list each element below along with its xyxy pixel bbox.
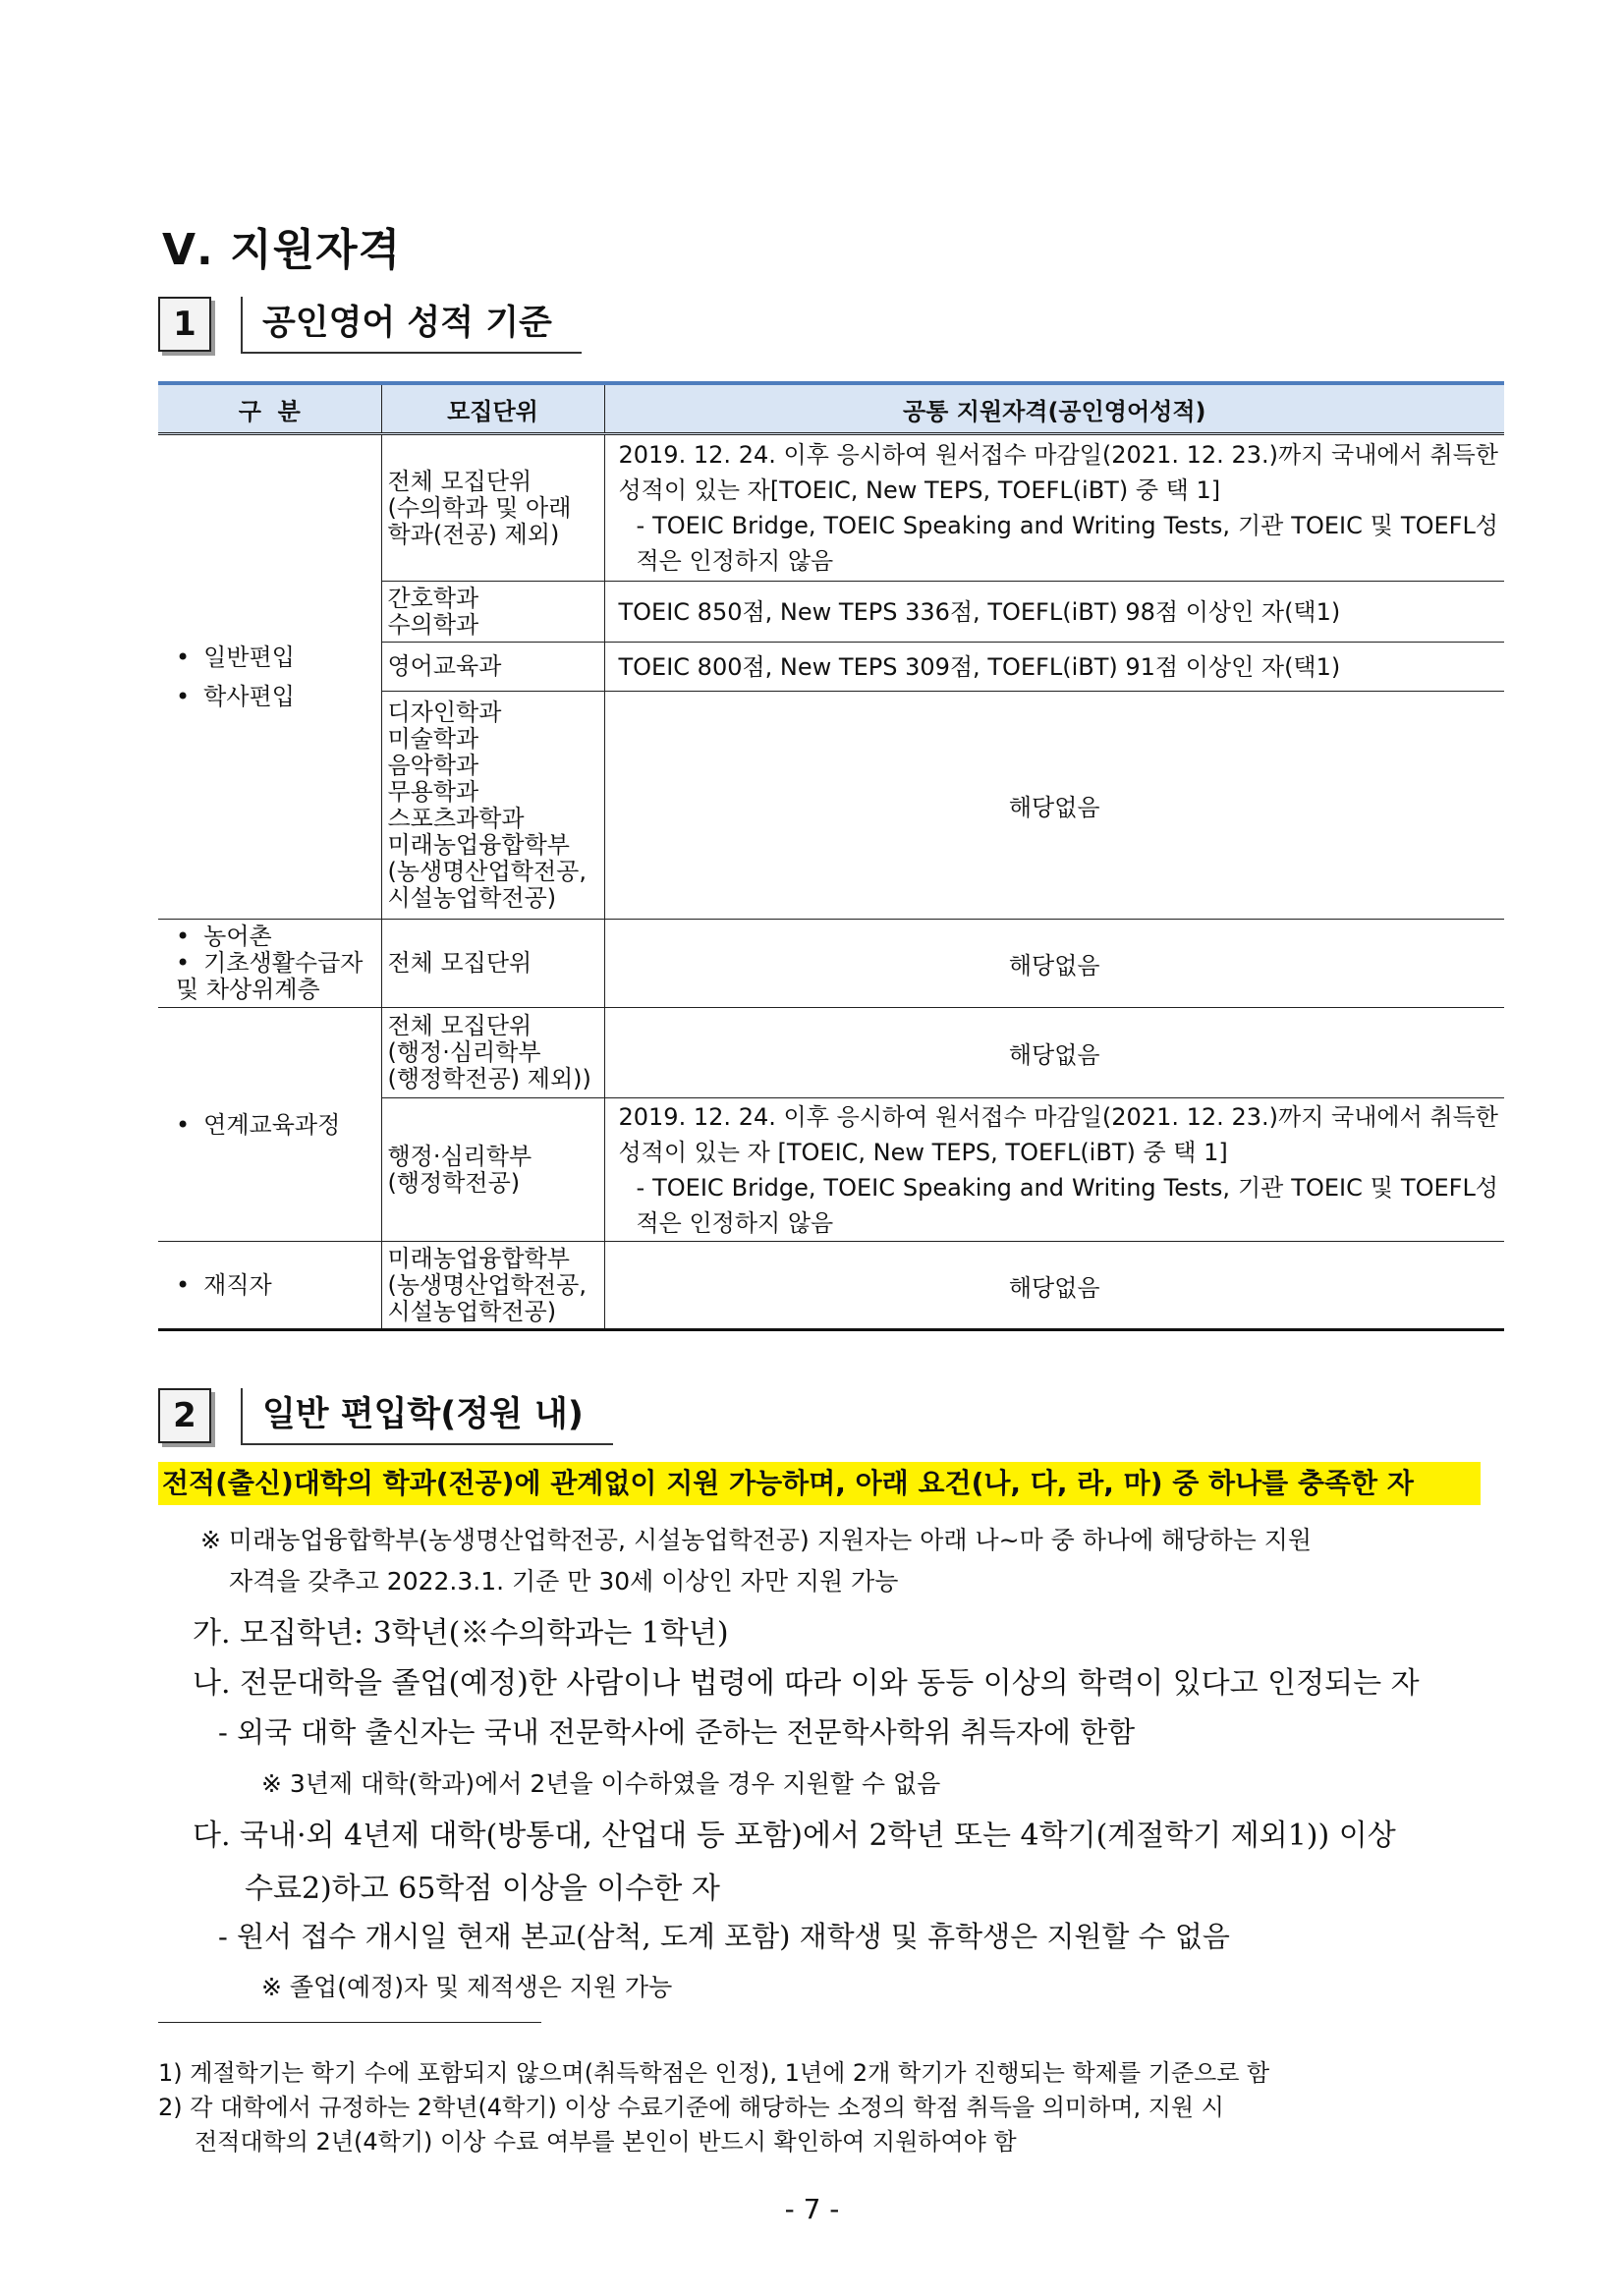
unit-cell: 간호학과 수의학과	[381, 582, 604, 643]
section-1-title: 공인영어 성적 기준	[262, 304, 552, 343]
criteria-cell	[604, 1098, 1504, 1242]
page-number: - 7 -	[784, 2193, 840, 2225]
item-na-note: ※ 3년제 대학(학과)에서 2년을 이수하였을 경우 지원할 수 없음	[261, 1769, 941, 1798]
item-ga: 가. 모집학년: 3학년(※수의학과는 1학년)	[193, 1616, 729, 1651]
unit-cell: 전체 모집단위 (수의학과 및 아래 학과(전공) 제외)	[381, 434, 604, 582]
criteria-cell	[604, 434, 1504, 582]
age-note-line2: 자격을 갖추고 2022.3.1. 기준 만 30세 이상인 자만 지원 가능	[229, 1567, 899, 1596]
category-cell-employed	[158, 1242, 381, 1330]
footnote-2-line2: 전적대학의 2년(4학기) 이상 수료 여부를 본인이 반드시 확인하여 지원하여야 함	[195, 2128, 1017, 2156]
category-cell-general	[158, 434, 381, 920]
unit-cell: 디자인학과 미술학과 음악학과 무용학과 스포츠과학과 미래농업융합학부 (농생명산업학전공, 시설농업학전공)	[381, 692, 604, 920]
footnote-divider	[158, 2022, 541, 2023]
unit-cell: 영어교육과	[381, 643, 604, 692]
header-criteria: 공통 지원자격(공인영어성적)	[604, 383, 1504, 434]
category-item: • 일반편입	[176, 638, 375, 677]
category-item: • 농어촌	[176, 924, 375, 950]
unit-cell: 미래농업융합학부 (농생명산업학전공, 시설농업학전공)	[381, 1242, 604, 1330]
criteria-note: - TOEIC Bridge, TOEIC Speaking and Writing Tests, 기관 TOEIC 및 TOEFL성적은 인정하지 않음	[636, 512, 1498, 575]
category-cell-rural	[158, 920, 381, 1008]
item-da-line1: 다. 국내·외 4년제 대학(방통대, 산업대 등 포함)에서 2학년 또는 4학기(계절학기 제외1)) 이상	[193, 1819, 1396, 1853]
header-unit: 모집단위	[381, 383, 604, 434]
category-item: • 재직자	[176, 1265, 375, 1305]
item-na: 나. 전문대학을 졸업(예정)한 사람이나 법령에 따라 이와 동등 이상의 학력이 있다고 인정되는 자	[193, 1666, 1420, 1701]
criteria-cell: 해당없음	[604, 1008, 1504, 1098]
criteria-cell: 해당없음	[604, 920, 1504, 1008]
eligibility-highlight: 전적(출신)대학의 학과(전공)에 관계없이 지원 가능하며, 아래 요건(나, 다, 라, 마) 중 하나를 충족한 자	[158, 1462, 1481, 1505]
age-note-line1: ※ 미래농업융합학부(농생명산업학전공, 시설농업학전공) 지원자는 아래 나~마 중 하나에 해당하는 지원	[200, 1526, 1313, 1554]
category-cell-linked	[158, 1008, 381, 1242]
table-row	[158, 1242, 1504, 1330]
section-2-number: 2	[158, 1388, 211, 1443]
criteria-cell: TOEIC 850점, New TEPS 336점, TOEFL(iBT) 98점 이상인 자(택1)	[604, 582, 1504, 643]
category-item: • 연계교육과정	[176, 1105, 375, 1145]
category-item: • 기초생활수급자 및 차상위계층	[176, 950, 375, 1003]
table-row	[158, 920, 1504, 1008]
criteria-cell: 해당없음	[604, 1242, 1504, 1330]
item-da-sub: - 원서 접수 개시일 현재 본교(삼척, 도계 포함) 재학생 및 휴학생은 지원할 수 없음	[218, 1920, 1230, 1953]
unit-cell: 전체 모집단위 (행정·심리학부 (행정학전공) 제외))	[381, 1008, 604, 1098]
table-header-row	[158, 383, 1504, 434]
table-row	[158, 434, 1504, 582]
item-na-sub: - 외국 대학 출신자는 국내 전문학사에 준하는 전문학사학위 취득자에 한함	[218, 1715, 1136, 1749]
criteria-main: 2019. 12. 24. 이후 응시하여 원서접수 마감일(2021. 12. 23.)까지 국내에서 취득한 성적이 있는 자 [TOEIC, New TEPS, TOEFL(iBT) 중 택 1]	[618, 1102, 1498, 1166]
criteria-cell: 해당없음	[604, 692, 1504, 920]
category-item: • 학사편입	[176, 677, 375, 716]
unit-cell: 전체 모집단위	[381, 920, 604, 1008]
item-da-line2: 수료2)하고 65학점 이상을 이수한 자	[245, 1872, 720, 1906]
chapter-title: Ⅴ. 지원자격	[162, 225, 402, 275]
section-2-title: 일반 편입학(정원 내)	[262, 1395, 584, 1434]
footnote-1: 1) 계절학기는 학기 수에 포함되지 않으며(취득학점은 인정), 1년에 2개 학기가 진행되는 학제를 기준으로 함	[158, 2059, 1270, 2087]
footnote-2-line1: 2) 각 대학에서 규정하는 2학년(4학기) 이상 수료기준에 해당하는 소정의 학점 취득을 의미하며, 지원 시	[158, 2094, 1224, 2121]
item-da-note: ※ 졸업(예정)자 및 제적생은 지원 가능	[261, 1973, 673, 2001]
criteria-cell: TOEIC 800점, New TEPS 309점, TOEFL(iBT) 91점 이상인 자(택1)	[604, 643, 1504, 692]
table-row	[158, 1008, 1504, 1098]
header-category: 구 분	[158, 383, 381, 434]
english-score-table	[158, 381, 1504, 1331]
section-1-number: 1	[158, 297, 211, 352]
unit-cell: 행정·심리학부 (행정학전공)	[381, 1098, 604, 1242]
criteria-main: 2019. 12. 24. 이후 응시하여 원서접수 마감일(2021. 12. 23.)까지 국내에서 취득한 성적이 있는 자[TOEIC, New TEPS, TOEFL(iBT) 중 택 1]	[618, 441, 1498, 504]
criteria-note: - TOEIC Bridge, TOEIC Speaking and Writing Tests, 기관 TOEIC 및 TOEFL성적은 인정하지 않음	[636, 1173, 1498, 1237]
